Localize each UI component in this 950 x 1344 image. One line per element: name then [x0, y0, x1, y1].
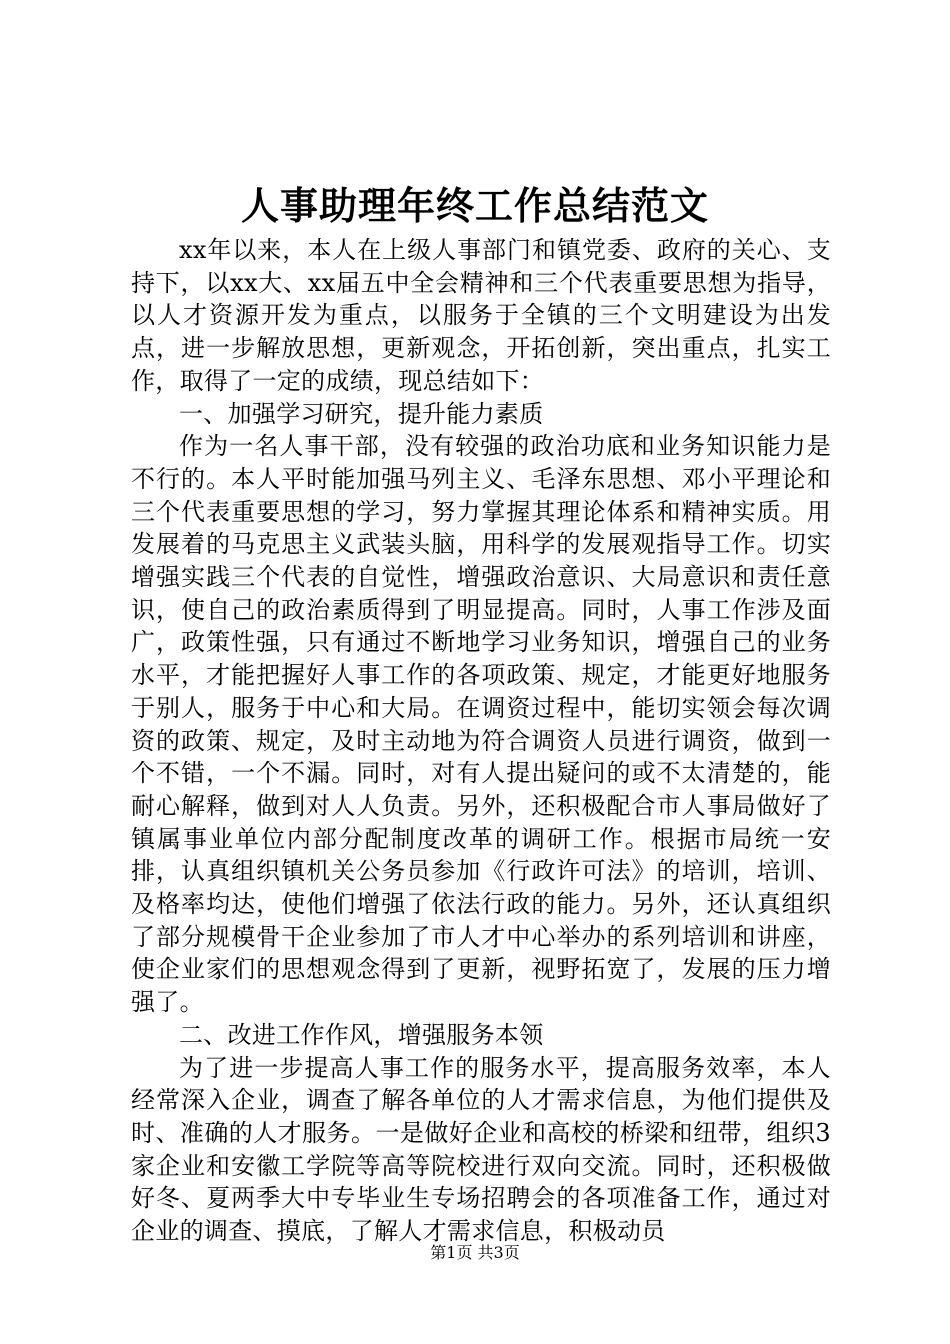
section-2-paragraph: 为了进一步提高人事工作的服务水平，提高服务效率，本人经常深入企业，调查了解各单位的人才需求信息，为他们提供及时、准确的人才服务。一是做好企业和高校的桥梁和纽带，组织3家企业和安徽工学院等高等院校进行双向交流。同时，还积极做好冬、夏两季大中专毕业生专场招聘会的各项准备工作，通过对企业的调查、摸底，了解人才需求信息，积极动员 — [131, 1053, 831, 1246]
intro-paragraph: xx年以来，本人在上级人事部门和镇党委、政府的关心、支持下，以xx大、xx届五中全会精神和三个代表重要思想为指导，以人才资源开发为重点，以服务于全镇的三个文明建设为出发点，进一步解放思想，更新观念，开拓创新，突出重点，扎实工作，取得了一定的成绩，现总结如下： — [131, 236, 831, 395]
page-footer: 第1页 共3页 — [430, 1243, 520, 1262]
section-1-paragraph: 作为一名人事干部，没有较强的政治功底和业务知识能力是不行的。本人平时能加强马列主义、毛泽东思想、邓小平理论和三个代表重要思想的学习，努力掌握其理论体系和精神实质。用发展着的马克思主义武装头脑，用科学的发展观指导工作。切实增强实践三个代表的自觉性，增强政治意识、大局意识和责任意识，使自己的政治素质得到了明显提高。同时，人事工作涉及面广，政策性强，只有通过不断地学习业务知识，增强自己的业务水平，才能把握好人事工作的各项政策、规定，才能更好地服务于别人，服务于中心和大局。在调资过程中，能切实领会每次调资的政策、规定，及时主动地为符合调资人员进行调资，做到一个不错，一个不漏。同时，对有人提出疑问的或不太清楚的，能耐心解释，做到对人人负责。另外，还积极配合市人事局做好了镇属事业单位内部分配制度改革的调研工作。根据市局统一安排，认真组织镇机关公务员参加《行政许可法》的培训，培训、及格率均达，使他们增强了依法行政的能力。另外，还认真组织了部分规模骨干企业参加了市人才中心举办的系列培训和讲座，使企业家们的思想观念得到了更新，视野拓宽了，发展的压力增强了。 — [131, 432, 831, 1017]
section-heading-2: 二、改进工作作风，增强服务本领 — [179, 1020, 544, 1049]
document-body — [131, 234, 831, 1248]
document-title: 人事助理年终工作总结范文 — [240, 183, 709, 228]
section-heading-1: 一、加强学习研究，提升能力素质 — [179, 399, 544, 428]
